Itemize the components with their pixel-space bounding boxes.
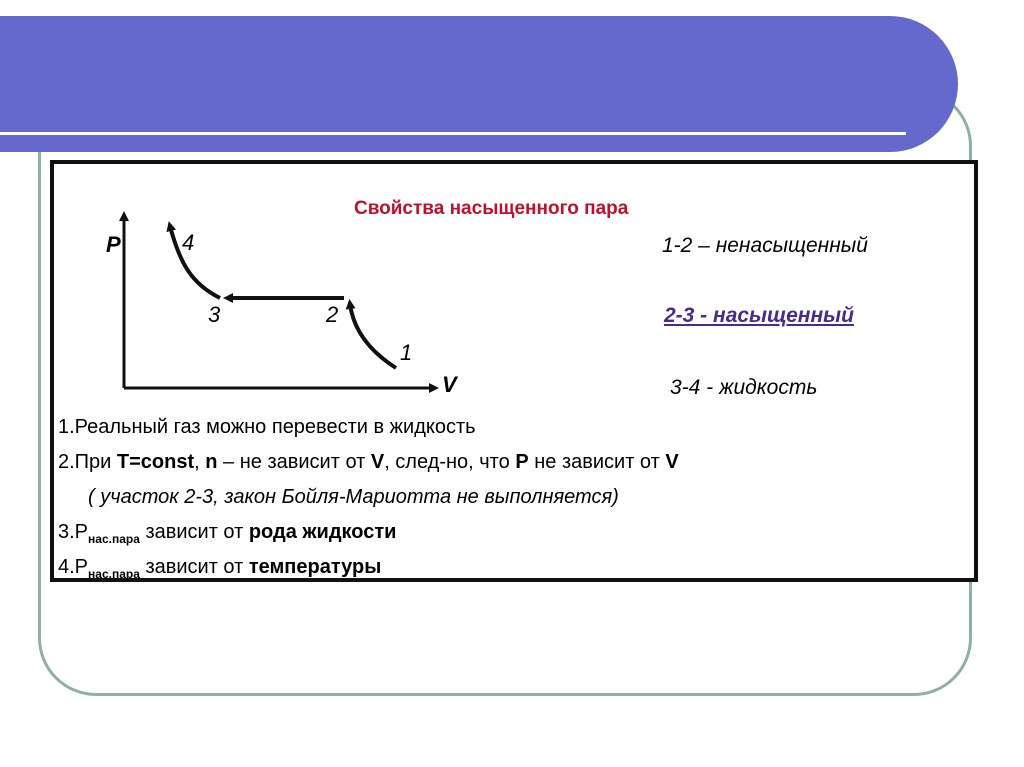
- list-item-3: $3.P_{нас.пара}$ зависит от рода жидкости: [58, 521, 397, 546]
- content-panel: [50, 160, 978, 582]
- list-item-1: 1.Реальный газ можно перевести в жидкость: [58, 416, 476, 438]
- x-axis-label: V: [442, 372, 457, 397]
- point-label-4: 4: [182, 230, 195, 255]
- slide-title: Свойства насыщенного пара: [354, 198, 629, 219]
- curve-3-4: [170, 226, 220, 298]
- y-axis-label: P: [106, 232, 121, 257]
- list-item-2: 2.При T=const, n – не зависит от V, след-но, что P не зависит от V: [58, 451, 679, 473]
- list-item-2-note: ( участок 2-3, закон Бойля-Мариотта не выполняется): [88, 486, 619, 508]
- point-label-1: 1: [400, 340, 413, 365]
- state-saturated: 2-3 - насыщенный: [664, 304, 854, 327]
- banner-divider: [0, 132, 906, 135]
- curve-1-2: [350, 304, 396, 368]
- point-label-2: 2: [326, 302, 339, 327]
- properties-list: [58, 410, 679, 585]
- list-item-4: $4.P_{нас.пара}$ зависит от температуры: [58, 556, 382, 581]
- state-unsaturated: 1-2 – ненасыщенный: [662, 234, 868, 257]
- point-label-3: 3: [208, 302, 221, 327]
- state-liquid: 3-4 - жидкость: [670, 376, 818, 399]
